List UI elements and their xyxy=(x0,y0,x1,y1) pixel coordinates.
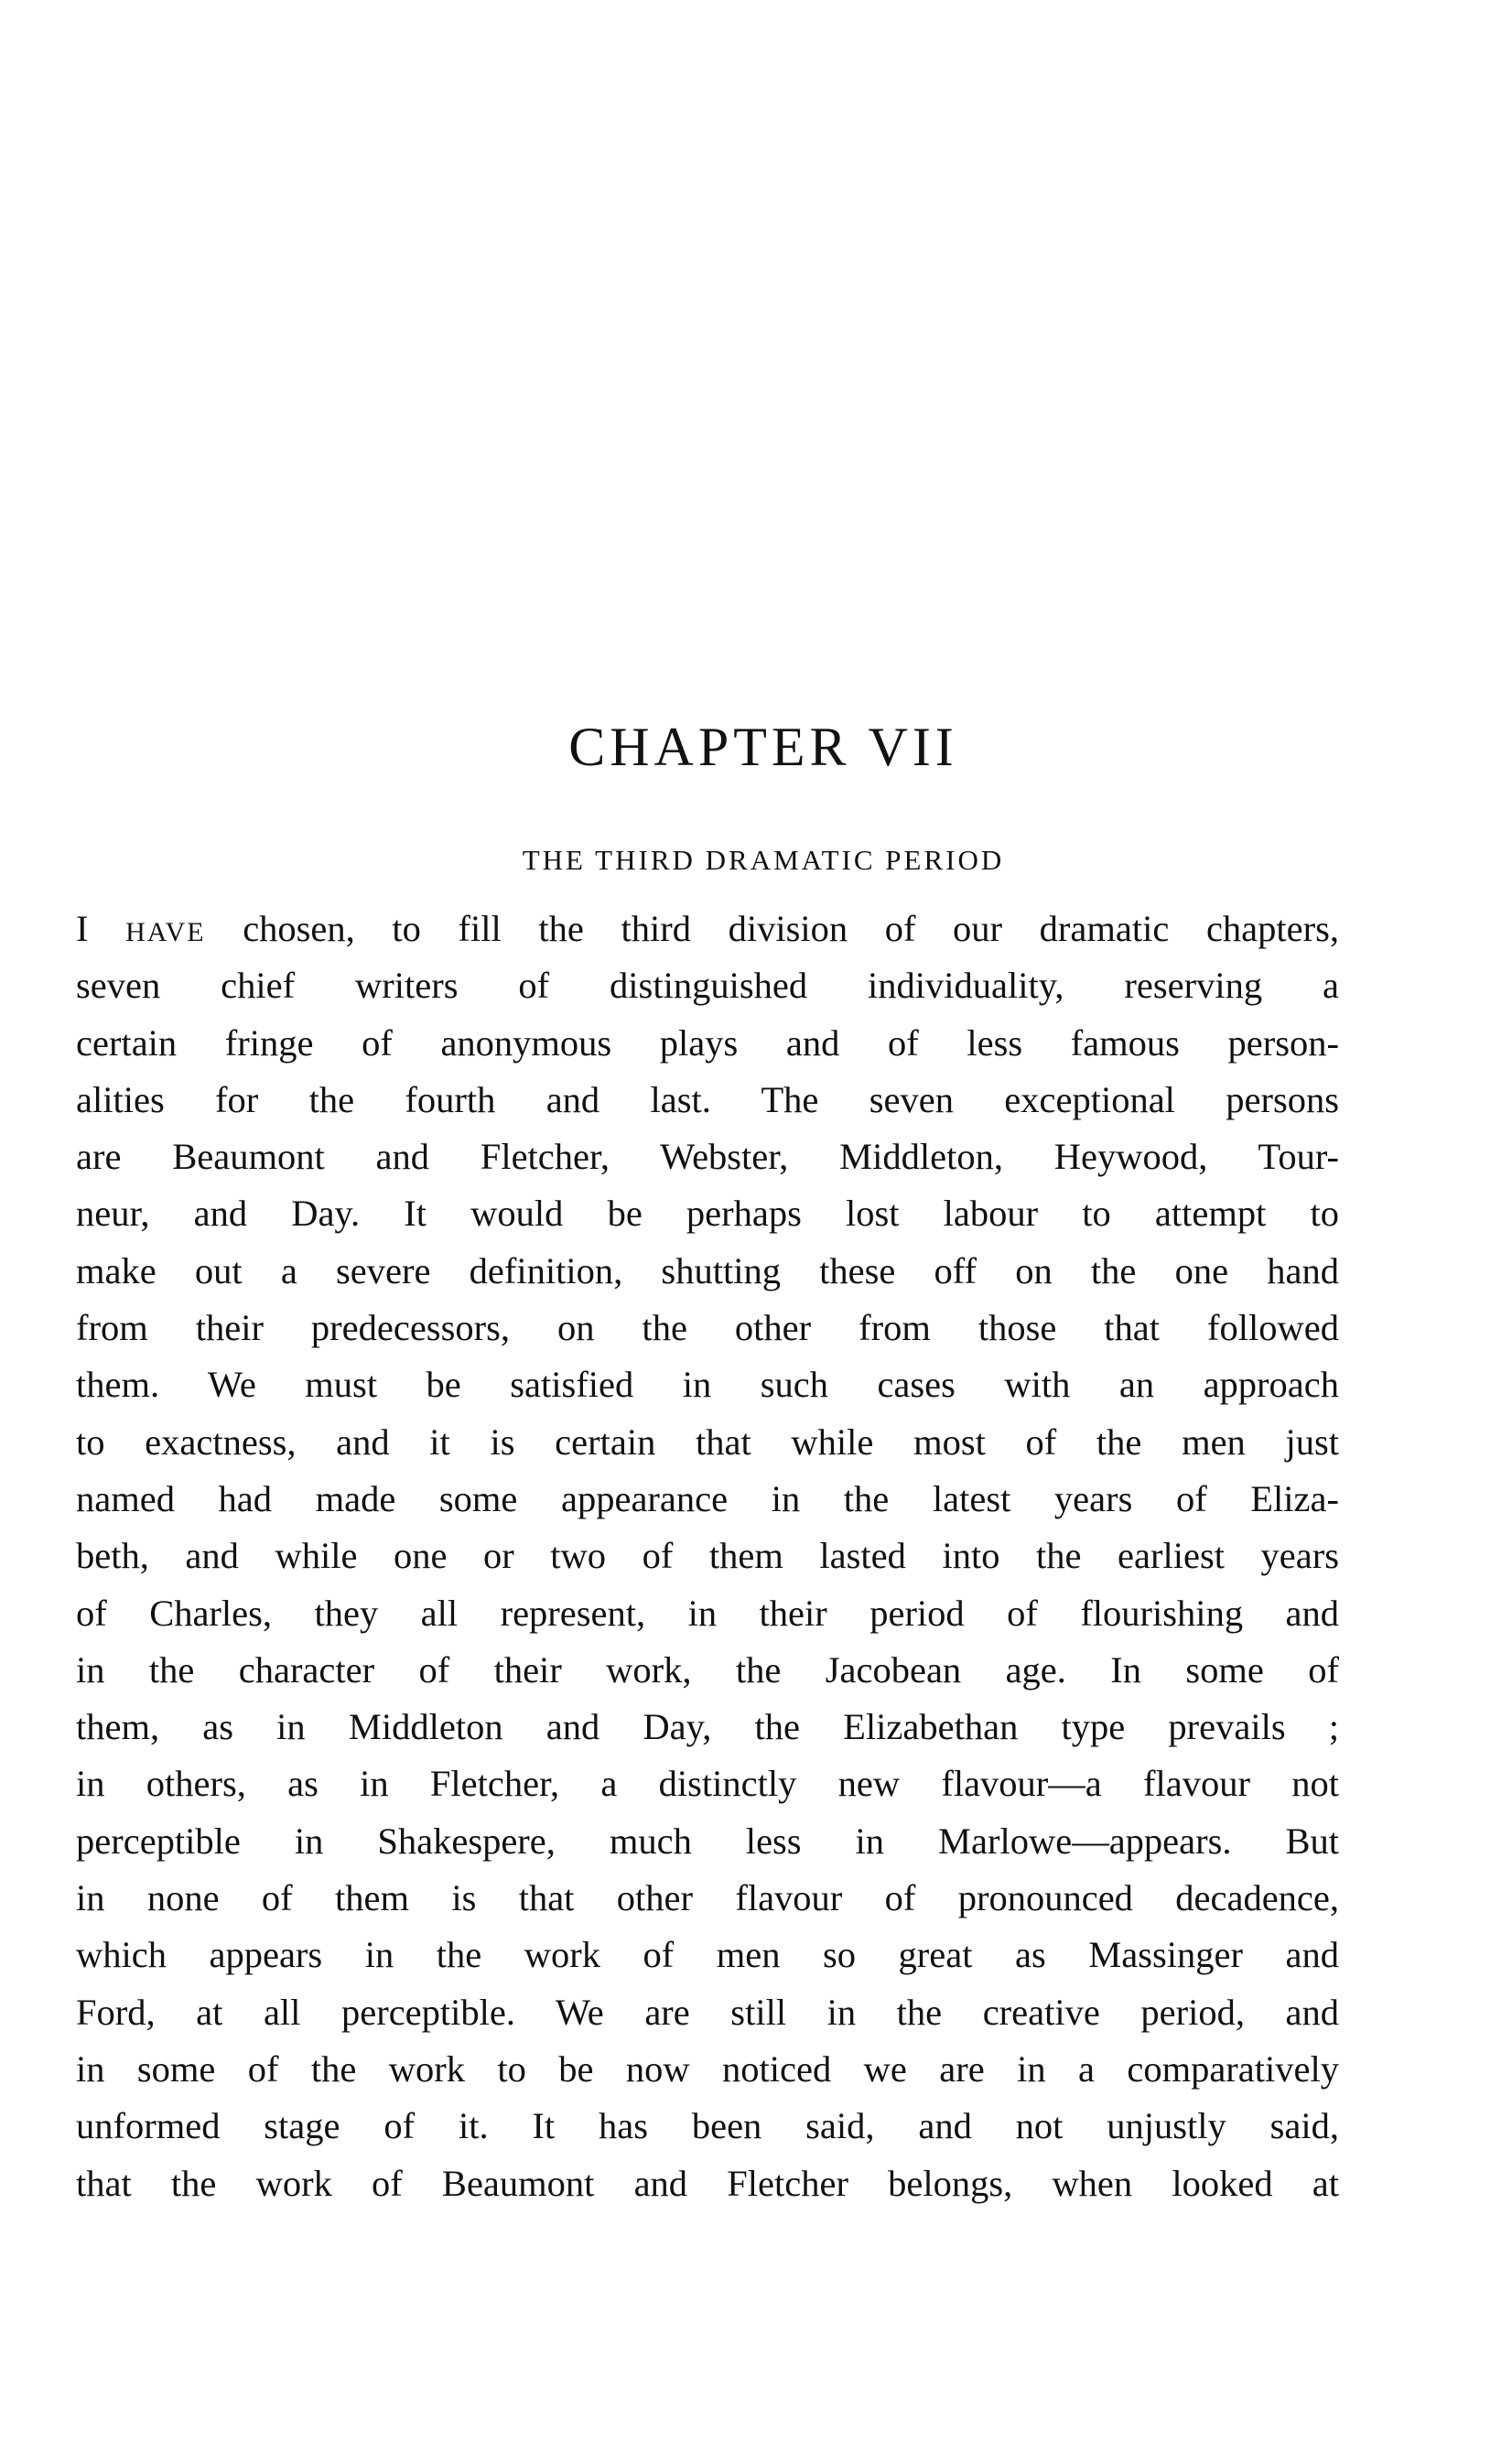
text-line: unformed stage of it. It has been said, and not unjustly said, xyxy=(76,2105,1339,2147)
text-line: which appears in the work of men so great as Massinger and xyxy=(76,1934,1339,1976)
text-line: beth, and while one or two of them lasted into the earliest years xyxy=(76,1535,1339,1577)
small-caps-word: HAVE xyxy=(125,917,206,947)
text-line: make out a severe definition, shutting these off on the one hand xyxy=(76,1249,1339,1291)
chapter-subtitle: THE THIRD DRAMATIC PERIOD xyxy=(522,844,1005,876)
text-line: Ford, at all perceptible. We are still in the creative period, and xyxy=(76,1991,1339,2033)
text-line: named had made some appearance in the latest years of Eliza- xyxy=(76,1477,1339,1519)
text-line: in others, as in Fletcher, a distinctly new flavour—a flavour not xyxy=(76,1763,1339,1805)
chapter-title: CHAPTER VII xyxy=(568,717,958,777)
text-line: perceptible in Shakespere, much less in Marlowe—appears. But xyxy=(76,1820,1339,1862)
initial-letter: I xyxy=(76,908,89,949)
text-line: of Charles, they all represent, in their period of flourishing and xyxy=(76,1592,1339,1634)
text-line: in the character of their work, the Jacobean age. In some of xyxy=(76,1648,1339,1691)
text-line xyxy=(76,901,1339,957)
first-line-text: chosen, to fill the third division of our dramatic chapters, xyxy=(205,908,1339,949)
text-line: seven chief writers of distinguished individuality, reserving a xyxy=(76,965,1339,1007)
text-line: alities for the fourth and last. The seven exceptional persons xyxy=(76,1078,1339,1120)
text-line: are Beaumont and Fletcher, Webster, Middleton, Heywood, Tour- xyxy=(76,1136,1339,1178)
text-line: in none of them is that other flavour of pronounced decadence, xyxy=(76,1877,1339,1919)
text-line: neur, and Day. It would be perhaps lost labour to attempt to xyxy=(76,1193,1339,1235)
body-text xyxy=(76,901,1339,2212)
text-line: them, as in Middleton and Day, the Elizabethan type prevails ; xyxy=(76,1706,1339,1748)
text-line: them. We must be satisfied in such cases with an approach xyxy=(76,1364,1339,1406)
text-line: to exactness, and it is certain that while most of the men just xyxy=(76,1421,1339,1463)
text-line: that the work of Beaumont and Fletcher belongs, when looked at xyxy=(76,2162,1339,2204)
text-line: from their predecessors, on the other from those that followed xyxy=(76,1307,1339,1349)
text-line: certain fringe of anonymous plays and of less famous person- xyxy=(76,1021,1339,1064)
text-line: in some of the work to be now noticed we are in a comparatively xyxy=(76,2047,1339,2090)
